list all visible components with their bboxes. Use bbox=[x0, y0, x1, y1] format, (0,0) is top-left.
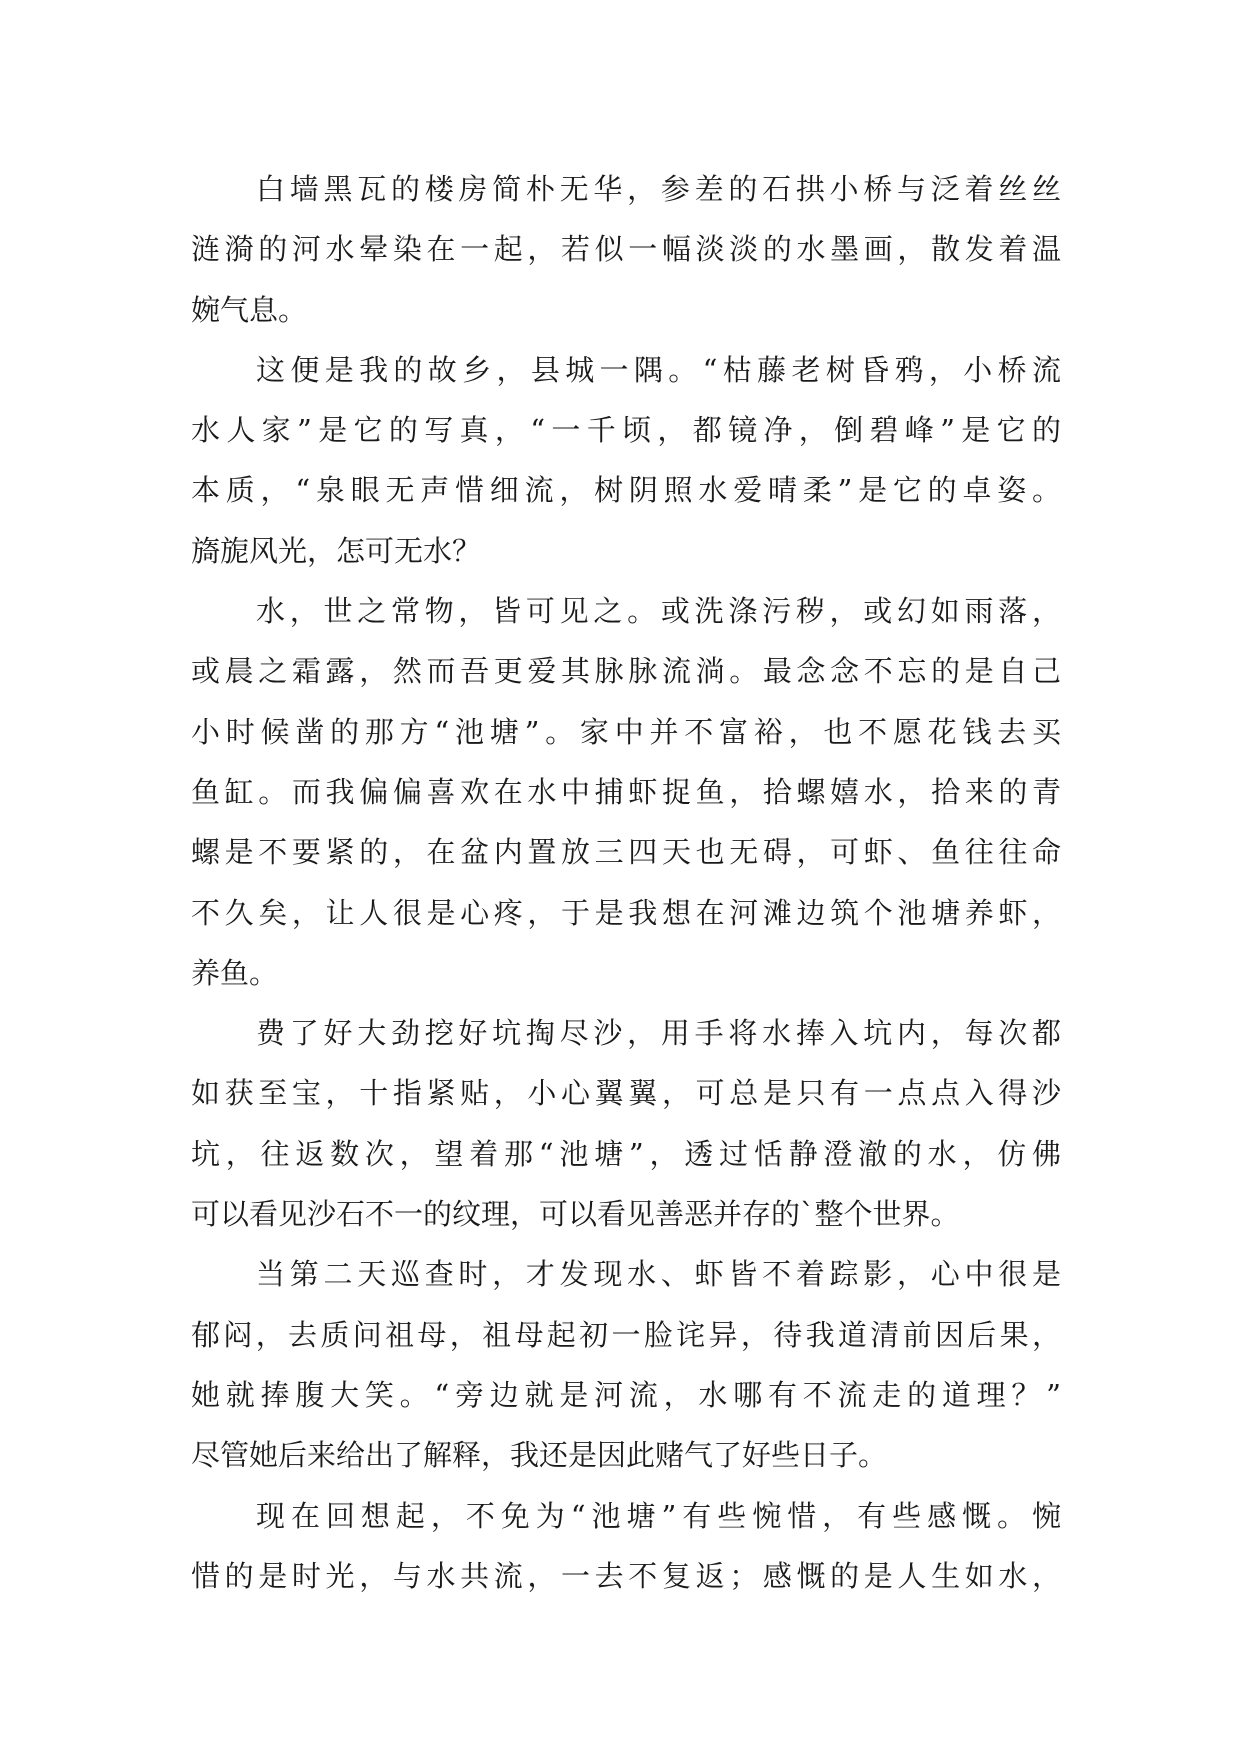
text-line: 费了好大劲挖好坑掏尽沙，用手将水捧入坑内，每次都 bbox=[256, 1016, 1061, 1051]
text-line: 这便是我的故乡，县城一隅。“枯藤老树昏鸦，小桥流 bbox=[256, 352, 1061, 387]
paragraph-4 bbox=[191, 1003, 1061, 1244]
paragraph-5 bbox=[191, 1244, 1061, 1485]
text-line: 如获至宝，十指紧贴，小心翼翼，可总是只有一点点入得沙 bbox=[191, 1076, 1061, 1111]
text-line: 螺是不要紧的，在盆内置放三四天也无碍，可虾、鱼往往命 bbox=[191, 835, 1061, 870]
paragraph-3 bbox=[191, 581, 1061, 1003]
paragraph-1 bbox=[191, 159, 1061, 340]
paragraph-6 bbox=[191, 1486, 1061, 1607]
text-line: 鱼缸。而我偏偏喜欢在水中捕虾捉鱼，拾螺嬉水，拾来的青 bbox=[191, 774, 1061, 809]
paragraph-2 bbox=[191, 340, 1061, 581]
text-line: 她就捧腹大笑。“旁边就是河流，水哪有不流走的道理？” bbox=[191, 1377, 1061, 1412]
text-line: 可以看见沙石不一的纹理，可以看见善恶并存的`整个世界。 bbox=[191, 1197, 960, 1232]
text-line: 旖旎风光，怎可无水？ bbox=[191, 533, 482, 568]
text-line: 养鱼。 bbox=[191, 955, 279, 990]
text-line: 婉气息。 bbox=[191, 292, 308, 327]
text-line: 当第二天巡查时，才发现水、虾皆不着踪影，心中很是 bbox=[256, 1257, 1061, 1292]
text-line: 涟漪的河水晕染在一起，若似一幅淡淡的水墨画，散发着温 bbox=[191, 232, 1061, 267]
text-line: 小时候凿的那方“池塘”。家中并不富裕，也不愿花钱去买 bbox=[191, 714, 1061, 749]
text-line: 本质，“泉眼无声惜细流，树阴照水爱晴柔”是它的卓姿。 bbox=[191, 473, 1061, 508]
essay-body bbox=[191, 159, 1061, 1606]
text-line: 水人家”是它的写真，“一千顷，都镜净，倒碧峰”是它的 bbox=[191, 413, 1061, 448]
text-line: 水，世之常物，皆可见之。或洗涤污秽，或幻如雨落， bbox=[256, 594, 1061, 629]
text-line: 白墙黑瓦的楼房简朴无华，参差的石拱小桥与泛着丝丝 bbox=[256, 172, 1061, 206]
text-line: 或晨之霜露，然而吾更爱其脉脉流淌。最念念不忘的是自己 bbox=[191, 654, 1061, 689]
text-line: 现在回想起，不免为“池塘”有些惋惜，有些感慨。惋 bbox=[256, 1498, 1061, 1533]
text-line: 郁闷，去质问祖母，祖母起初一脸诧异，待我道清前因后果， bbox=[191, 1317, 1061, 1352]
text-line: 坑，往返数次，望着那“池塘”，透过恬静澄澈的水，仿佛 bbox=[191, 1136, 1061, 1171]
text-line: 惜的是时光，与水共流，一去不复返；感慨的是人生如水， bbox=[191, 1558, 1061, 1593]
text-line: 不久矣，让人很是心疼，于是我想在河滩边筑个池塘养虾， bbox=[191, 895, 1061, 930]
text-line: 尽管她后来给出了解释，我还是因此赌气了好些日子。 bbox=[191, 1438, 888, 1473]
